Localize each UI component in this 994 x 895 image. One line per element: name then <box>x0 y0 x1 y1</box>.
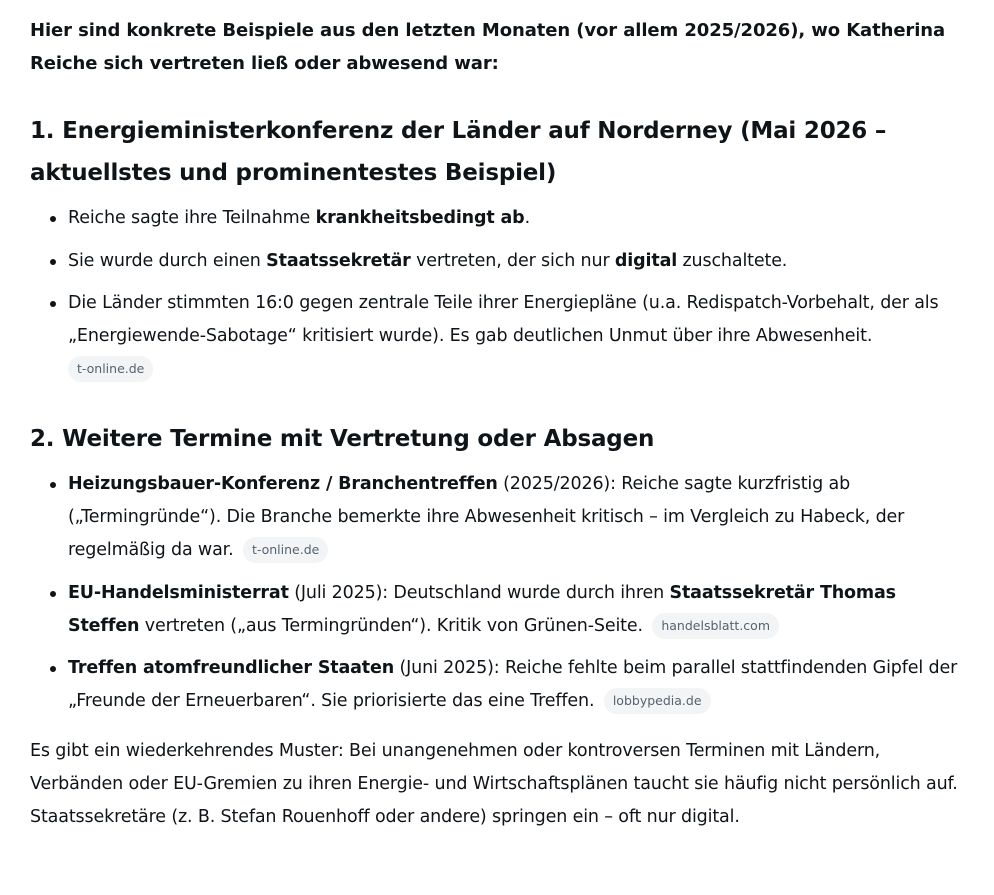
list-item <box>68 468 964 567</box>
item-text: (2025/2026): Reiche sagte kurzfristig ab („Termingründe“). Die Branche bemerkte ihre Abwesenheit kritisch – im Vergleich zu Habeck, der regelmäßig da war. <box>68 474 905 560</box>
list-item <box>68 652 964 718</box>
section-heading-energieministerkonferenz: 1. Energieministerkonferenz der Länder auf Norderney (Mai 2026 – aktuellstes und prominentestes Beispiel) <box>30 118 887 186</box>
item-bold-text: Staatssekretär <box>266 250 411 271</box>
item-bold-text: krankheitsbedingt ab <box>315 208 525 228</box>
item-text: Die Länder stimmten 16:0 gegen zentrale Teile ihrer Energiepläne (u.a. Redispatch-Vorbehalt, der als „Energiewende-Sabotage“ kritisiert wurde). Es gab deutlichen Unmut über ihre Abwesenheit. <box>68 293 939 346</box>
item-text: zuschaltete. <box>677 250 788 271</box>
item-text: vertreten („aus Termingründen“). Kritik von Grünen-Seite. <box>139 615 643 636</box>
item-bold-text: Treffen atomfreundlicher Staaten <box>68 658 395 678</box>
item-text: (Juli 2025): Deutschland wurde durch ihren <box>288 582 670 603</box>
source-chip-t-online[interactable]: t-online.de <box>243 537 328 563</box>
item-bold-text: digital <box>614 250 678 271</box>
section1-list <box>30 202 964 386</box>
list-item <box>68 202 964 235</box>
source-chip-handelsblatt[interactable]: handelsblatt.com <box>652 613 779 639</box>
section-heading-weitere-termine: 2. Weitere Termine mit Vertretung oder Absagen <box>30 426 655 452</box>
list-item <box>68 245 964 278</box>
item-bold-text: Heizungsbauer-Konferenz / Branchentreffen <box>68 474 498 494</box>
item-text: (Juni 2025): Reiche fehlte beim parallel stattfindenden Gipfel der „Freunde der Erneuerbaren“. Sie priorisierte das eine Treffen. <box>68 658 958 711</box>
outro-paragraph: Es gibt ein wiederkehrendes Muster: Bei unangenehmen oder kontroversen Terminen mit Ländern, Verbänden oder EU-Gremien zu ihren Energie- und Wirtschaftsplänen taucht sie häufig nicht persönlich auf. Staatssekretäre (z. B. Stefan Rouenhoff oder andere) springen ein – oft nur digital. <box>30 741 958 827</box>
item-text: . <box>524 208 530 228</box>
item-bold-text: Staatssekretär Thomas Steffen <box>68 582 896 636</box>
item-bold-text: EU-Handelsministerrat <box>68 582 289 603</box>
intro-paragraph: Hier sind konkrete Beispiele aus den letzten Monaten (vor allem 2025/2026), wo Katherina Reiche sich vertreten ließ oder abwesend war: <box>30 20 946 74</box>
section2-list <box>30 468 964 718</box>
source-chip-lobbypedia[interactable]: lobbypedia.de <box>604 688 711 714</box>
list-item <box>68 577 964 643</box>
item-text: Reiche sagte ihre Teilnahme <box>68 208 316 228</box>
item-text: vertreten, der sich nur <box>410 250 615 271</box>
item-text: Sie wurde durch einen <box>68 250 267 271</box>
source-chip-t-online[interactable]: t-online.de <box>68 356 153 382</box>
list-item <box>68 287 964 386</box>
